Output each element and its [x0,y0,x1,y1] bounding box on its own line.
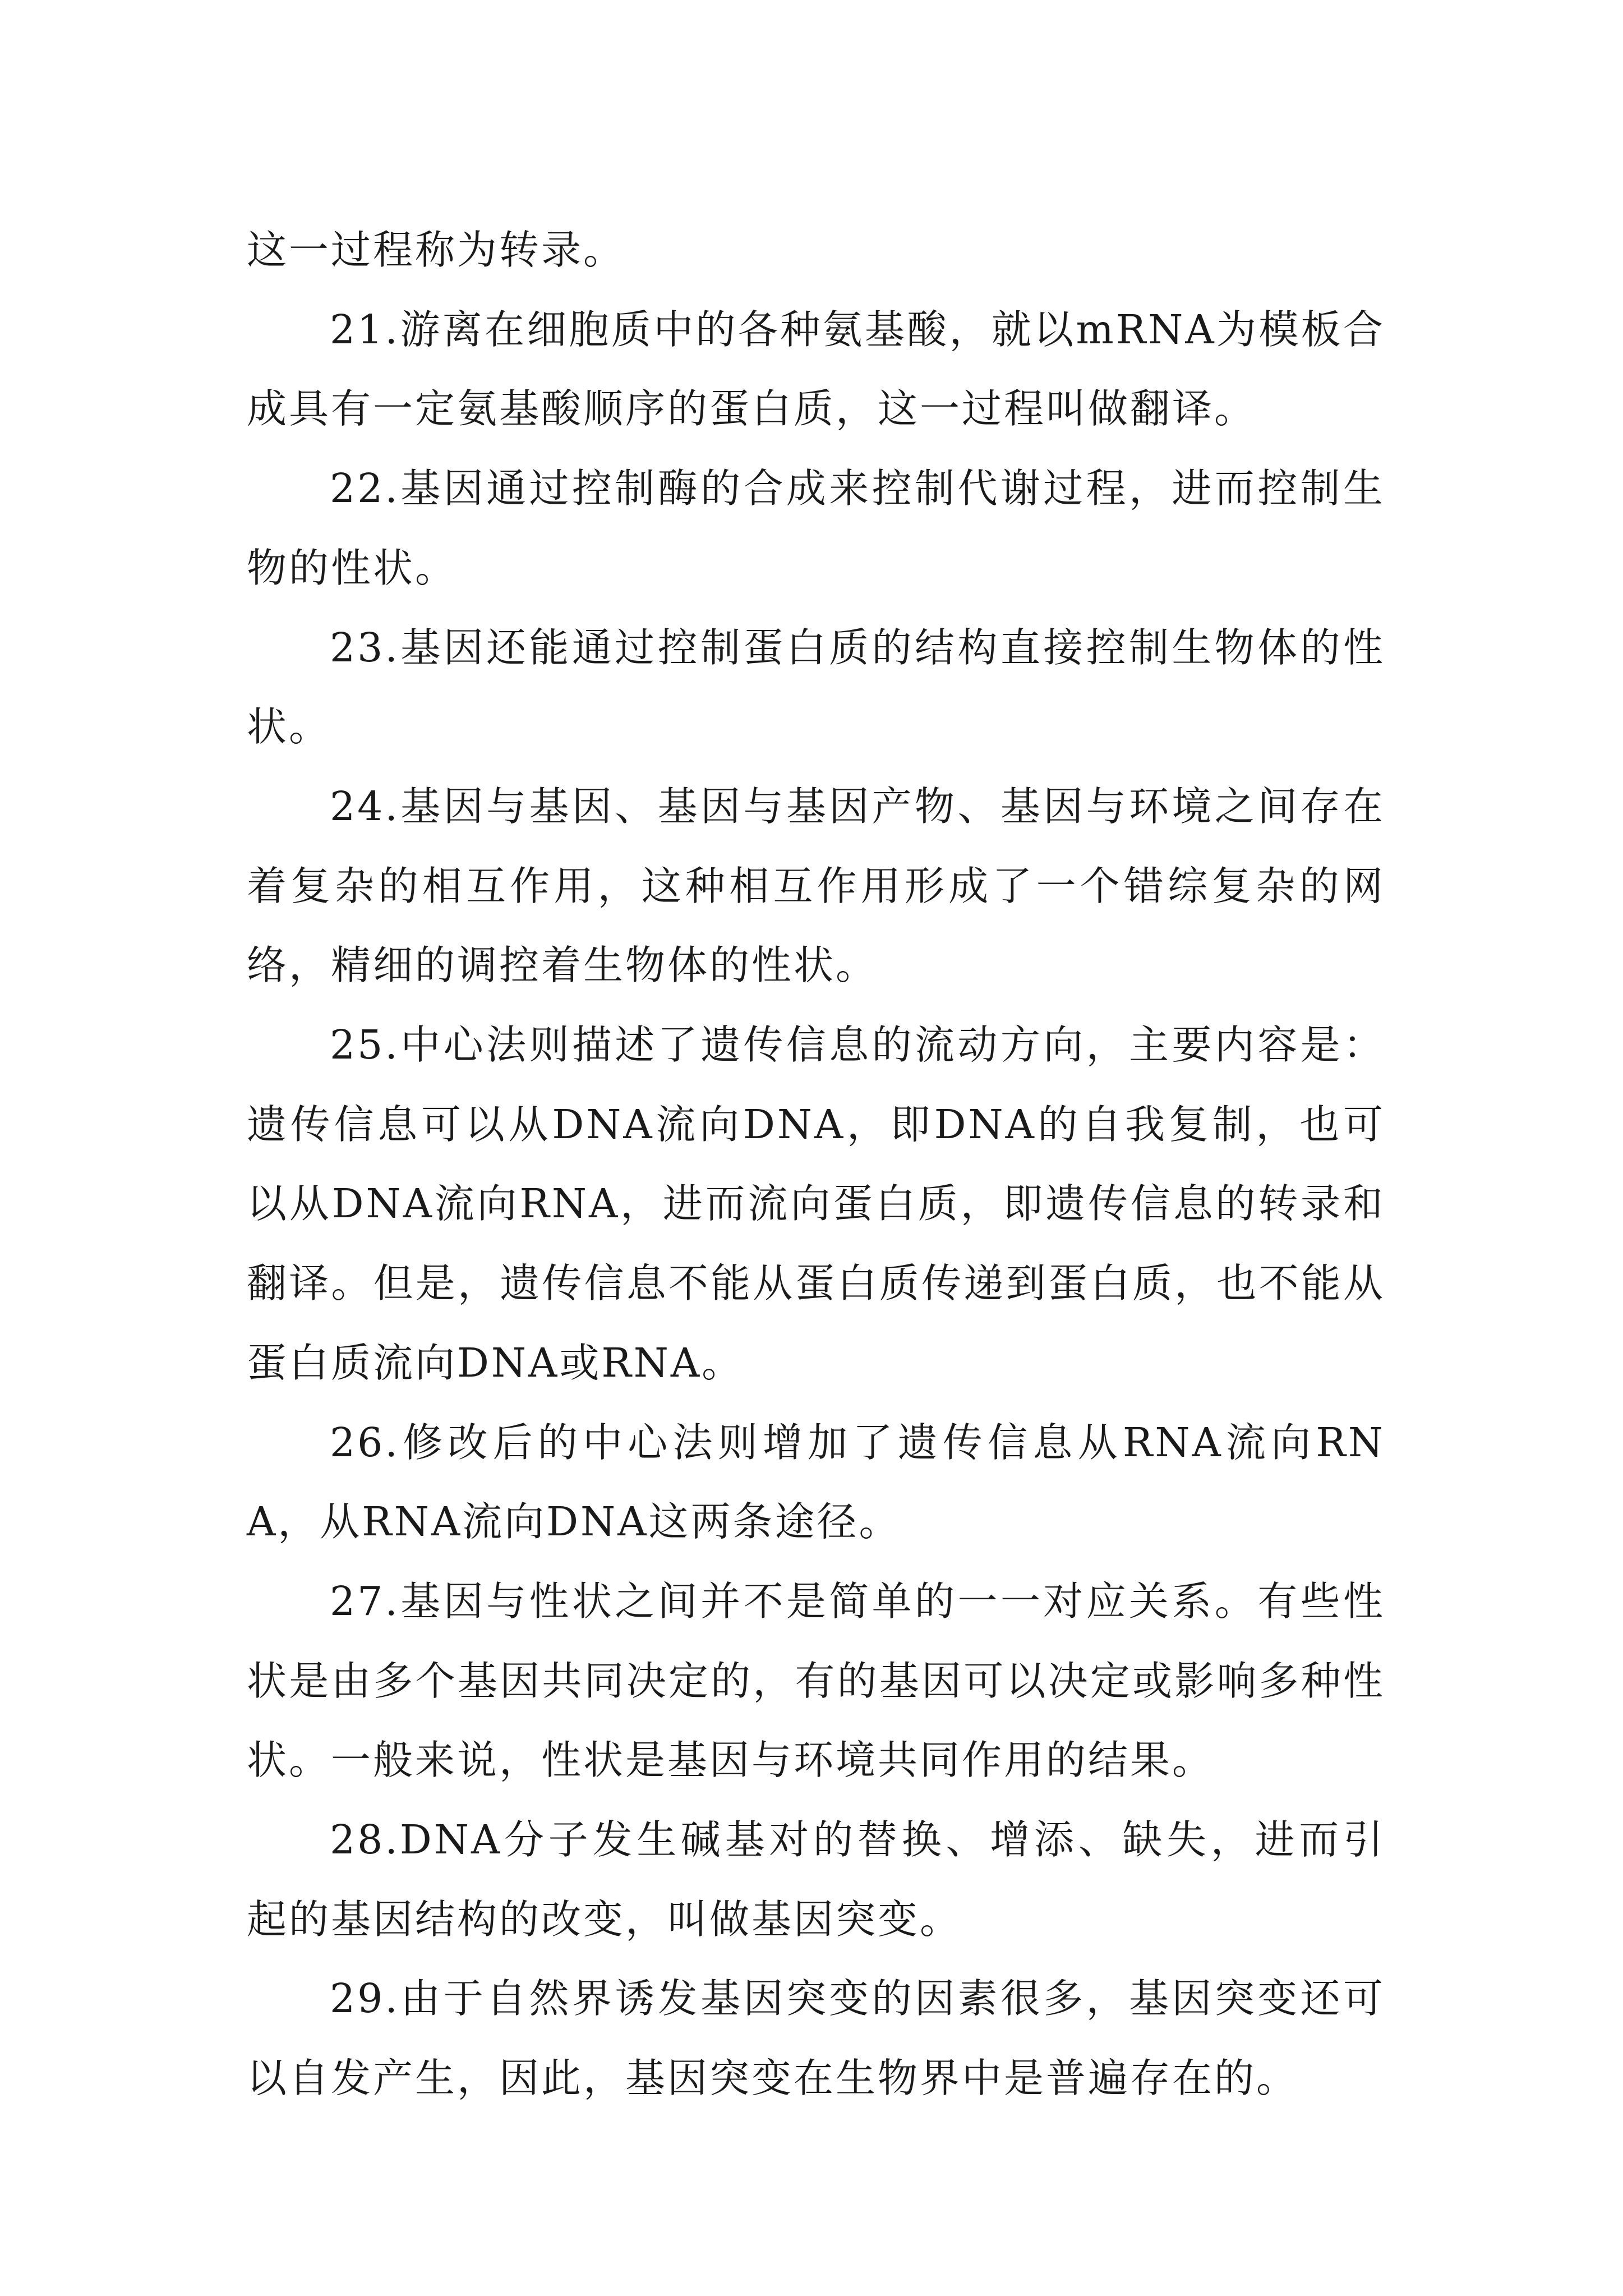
paragraph-22: 22.基因通过控制酶的合成来控制代谢过程，进而控制生物的性状。 [247,465,1385,591]
document-body [247,210,1385,2118]
paragraph-27: 27.基因与性状之间并不是简单的一一对应关系。有些性状是由多个基因共同决定的，有的基因可以决定或影响多种性状。一般来说，性状是基因与环境共同作用的结果。 [247,1577,1385,1784]
paragraph-28: 28.DNA分子发生碱基对的替换、增添、缺失，进而引起的基因结构的改变，叫做基因突变。 [247,1816,1385,1943]
paragraph-26: 26.修改后的中心法则增加了遗传信息从RNA流向RNA，从RNA流向DNA这两条途径。 [247,1419,1385,1545]
paragraph-25: 25.中心法则描述了遗传信息的流动方向，主要内容是：遗传信息可以从DNA流向DNA，即DNA的自我复制，也可以从DNA流向RNA，进而流向蛋白质，即遗传信息的转录和翻译。但是，遗传信息不能从蛋白质传递到蛋白质，也不能从蛋白质流向DNA或RNA。 [247,1022,1385,1386]
paragraph-24: 24.基因与基因、基因与基因产物、基因与环境之间存在着复杂的相互作用，这种相互作用形成了一个错综复杂的网络，精细的调控着生物体的性状。 [247,783,1385,989]
paragraph-21: 21.游离在细胞质中的各种氨基酸，就以mRNA为模板合成具有一定氨基酸顺序的蛋白质，这一过程叫做翻译。 [247,306,1385,432]
paragraph-29: 29.由于自然界诱发基因突变的因素很多，基因突变还可以自发产生，因此，基因突变在生物界中是普遍存在的。 [247,1975,1385,2102]
paragraph-continuation: 这一过程称为转录。 [247,227,626,273]
paragraph-23: 23.基因还能通过控制蛋白质的结构直接控制生物体的性状。 [247,624,1385,751]
